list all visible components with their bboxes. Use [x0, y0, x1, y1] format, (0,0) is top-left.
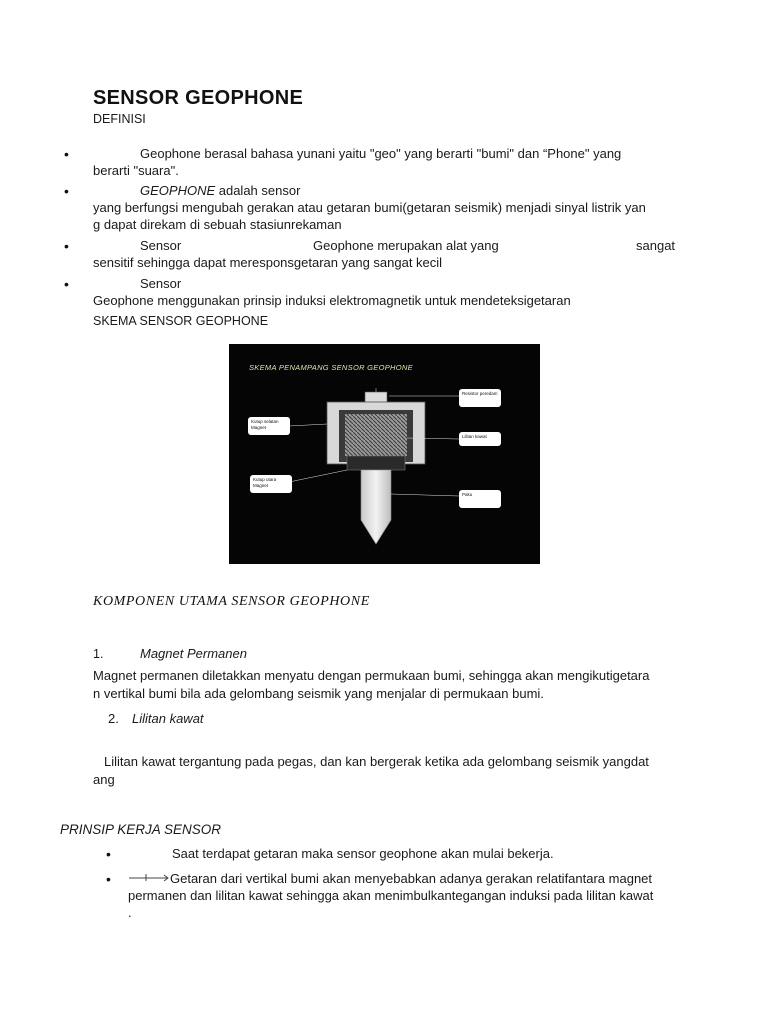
schema-heading: SKEMA SENSOR GEOPHONE — [93, 314, 269, 328]
definition-3-word-a: Sensor — [140, 238, 182, 253]
section-label-definisi: DEFINISI — [93, 112, 146, 126]
definition-3-line2: sensitif sehingga dapat meresponsgetaran yang sangat kecil — [93, 255, 443, 270]
component-1-line2: n vertikal bumi bila ada gelombang seismik yang menjalar di permukaan bumi. — [93, 686, 544, 701]
bullet-glyph: • — [106, 846, 111, 862]
bullet-glyph: • — [64, 146, 69, 162]
principle-2-line1: Getaran dari vertikal bumi akan menyebabkan adanya gerakan relatifantara magnet — [170, 871, 653, 886]
component-2-line1: Lilitan kawat tergantung pada pegas, dan kan bergerak ketika ada gelombang seismik yangdat — [104, 754, 649, 769]
principle-2-line2: permanen dan lilitan kawat sehingga akan menimbulkantegangan induksi pada lilitan kawat — [128, 888, 654, 903]
label-lilitan: Lilitan kawat — [459, 432, 501, 446]
bullet-glyph: • — [106, 871, 111, 887]
figure-title: SKEMA PENAMPANG SENSOR GEOPHONE — [249, 363, 413, 372]
page-title: SENSOR GEOPHONE — [93, 87, 304, 109]
definition-2-line2: yang berfungsi mengubah gerakan atau getaran bumi(getaran seismik) menjadi sinyal listrik yan — [93, 200, 646, 215]
component-2-number: 2. — [108, 711, 119, 726]
component-2-line2: ang — [93, 772, 115, 787]
definition-1-line1: Geophone berasal bahasa yunani yaitu "geo" yang berarti "bumi" dan “Phone" yang — [140, 146, 622, 161]
definition-4-line2: Geophone menggunakan prinsip induksi elektromagnetik untuk mendeteksigetaran — [93, 293, 571, 308]
geophone-diagram-svg — [229, 344, 540, 564]
component-2-title: Lilitan kawat — [132, 711, 204, 726]
bullet-glyph: • — [64, 183, 69, 199]
definition-3-word-b: Geophone merupakan alat yang — [313, 238, 499, 253]
definition-3-word-c: sangat — [636, 238, 676, 253]
label-kutub-selatan: Kutup selatan Magnet — [248, 417, 290, 435]
principle-1-line1: Saat terdapat getaran maka sensor geophone akan mulai bekerja. — [172, 846, 554, 861]
component-1-title: Magnet Permanen — [140, 646, 247, 661]
label-paku: Paku — [459, 490, 501, 508]
definition-2-line1 — [140, 182, 300, 199]
principle-2-line3: . — [128, 905, 132, 920]
tab-arrow-icon — [128, 872, 170, 882]
definition-1-line2: berarti "suara". — [93, 163, 179, 178]
label-kutub-utara: Kutup utara Magnet — [250, 475, 292, 493]
bullet-glyph: • — [64, 276, 69, 292]
geophone-schematic-figure — [229, 344, 540, 564]
components-heading: KOMPONEN UTAMA SENSOR GEOPHONE — [93, 594, 370, 609]
bullet-glyph: • — [64, 238, 69, 254]
definition-2-rest: adalah sensor — [215, 183, 301, 198]
component-1-number: 1. — [93, 647, 104, 661]
label-resistor: Resistor peredam — [459, 389, 501, 407]
definition-2-term: GEOPHONE — [140, 183, 216, 198]
definition-4-line1: Sensor — [140, 276, 182, 291]
principle-heading: PRINSIP KERJA SENSOR — [60, 822, 222, 837]
definition-2-line3: g dapat direkam di sebuah stasiunrekaman — [93, 217, 342, 232]
component-1-line1: Magnet permanen diletakkan menyatu dengan permukaan bumi, sehingga akan mengikutigetara — [93, 668, 650, 683]
